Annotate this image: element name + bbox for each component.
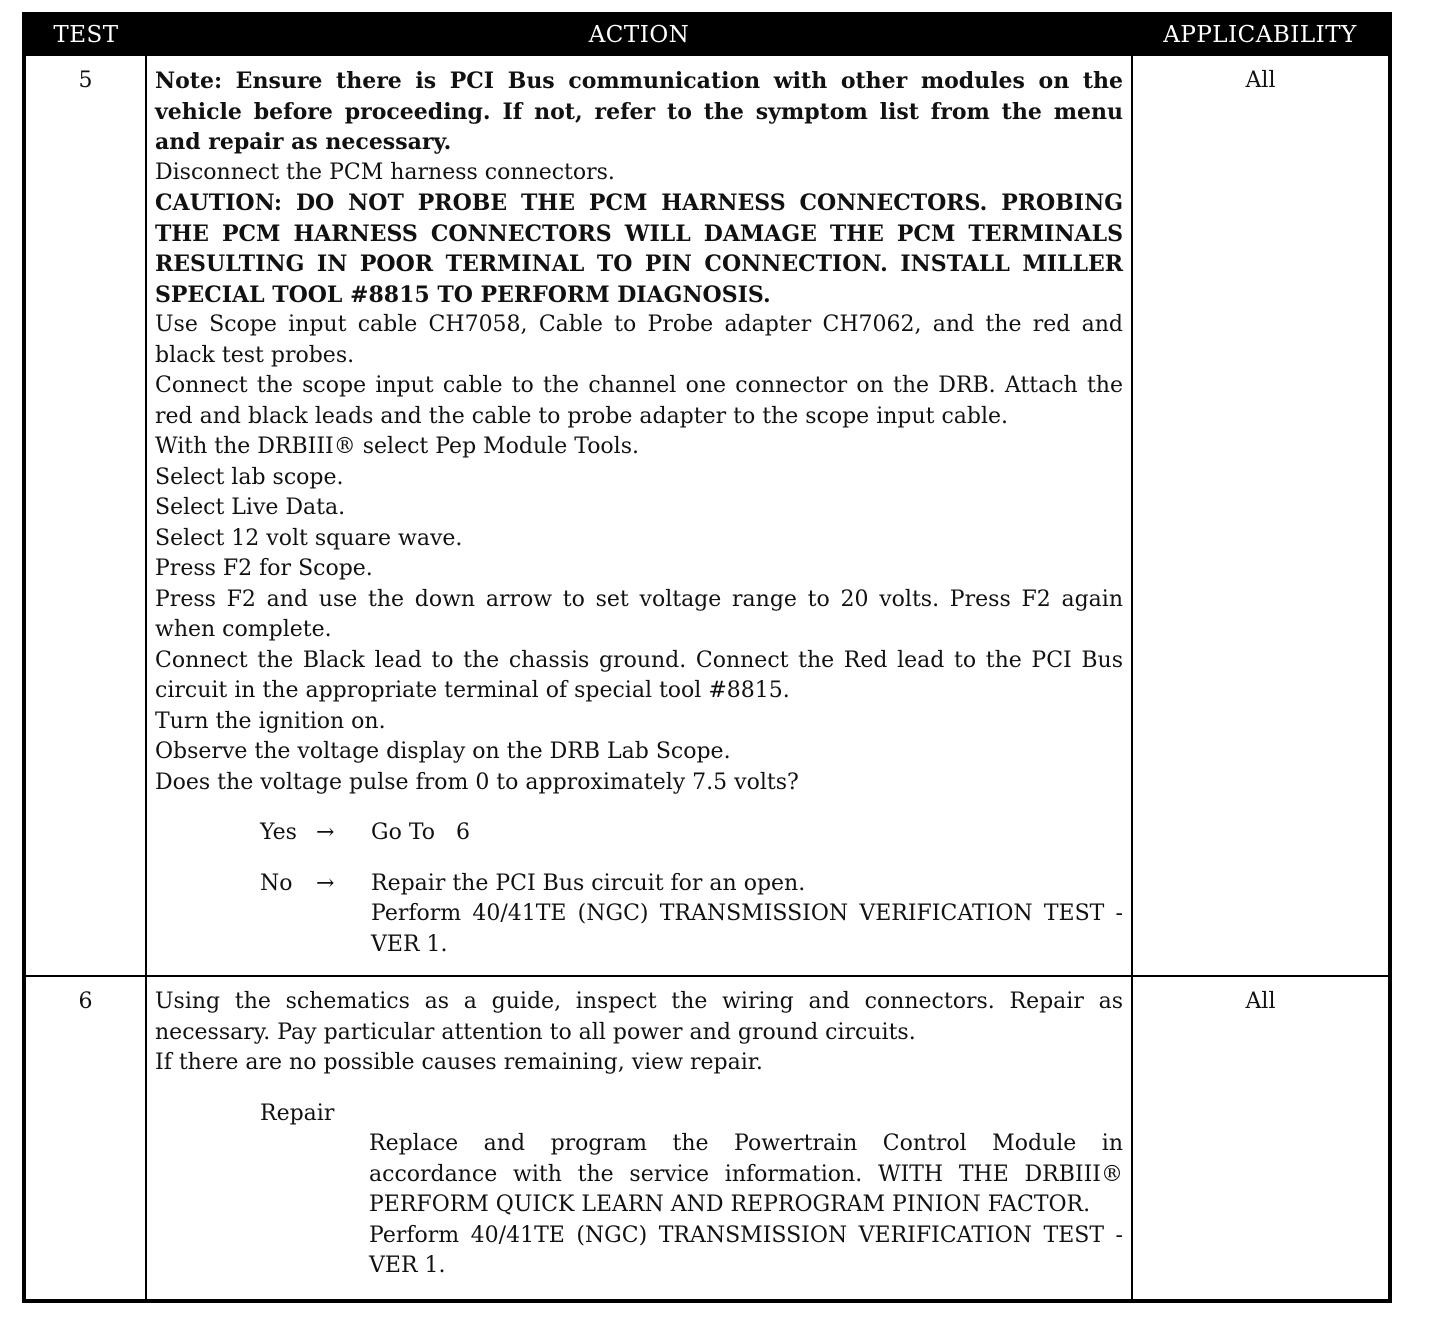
no-result-verify: Perform 40/41TE (NGC) TRANSMISSION VERIFICATION TEST - VER 1.	[371, 901, 1123, 957]
action-cell	[146, 55, 1132, 976]
no-label: No	[260, 870, 293, 896]
table-row	[24, 55, 1390, 976]
repair-verify-text: Perform 40/41TE (NGC) TRANSMISSION VERIFICATION TEST - VER 1.	[369, 1222, 1123, 1278]
repair-text: Replace and program the Powertrain Control Module in accordance with the service information. WITH THE DRBIII® PERFORM QUICK LEARN AND REPROGRAM PINION FACTOR.	[369, 1131, 1123, 1217]
no-result	[371, 869, 1123, 961]
diagnostic-table	[22, 12, 1392, 1303]
no-branch	[260, 869, 1123, 961]
no-result-repair: Repair the PCI Bus circuit for an open.	[371, 870, 806, 896]
header-applicability: APPLICABILITY	[1132, 14, 1390, 55]
applicability-value: All	[1132, 976, 1390, 1301]
action-step: Use Scope input cable CH7058, Cable to Probe adapter CH7062, and the red and black test probes.	[155, 312, 1123, 368]
action-step: If there are no possible causes remaining, view repair.	[155, 1050, 763, 1075]
applicability-value: All	[1132, 55, 1390, 976]
action-step: Using the schematics as a guide, inspect the wiring and connectors. Repair as necessary. Pay particular attention to all power and ground circuits.	[155, 989, 1123, 1045]
action-step: Select Live Data.	[155, 495, 346, 520]
caution-text: CAUTION: DO NOT PROBE THE PCM HARNESS CONNECTORS. PROBING THE PCM HARNESS CONNECTORS WILL DAMAGE THE PCM TERMINALS RESULTING IN POOR TERMINAL TO PIN CONNECTION. INSTALL MILLER SPECIAL TOOL #8815 TO PERFORM DIAGNOSIS.	[155, 190, 1123, 308]
action-step: With the DRBIII® select Pep Module Tools.	[155, 434, 639, 459]
repair-label: Repair	[260, 1100, 335, 1126]
table-row	[24, 976, 1390, 1301]
action-step: Connect the Black lead to the chassis ground. Connect the Red lead to the PCI Bus circuit in the appropriate terminal of special tool #8815.	[155, 647, 1123, 703]
action-step: Press F2 and use the down arrow to set voltage range to 20 volts. Press F2 again when complete.	[155, 586, 1123, 642]
header-action: ACTION	[146, 14, 1132, 55]
arrow-right-icon: →	[316, 870, 335, 896]
action-cell	[146, 976, 1132, 1301]
question-text: Does the voltage pulse from 0 to approximately 7.5 volts?	[155, 769, 799, 795]
arrow-right-icon: →	[316, 820, 335, 845]
note-text: Note: Ensure there is PCI Bus communication with other modules on the vehicle before proceeding. If not, refer to the symptom list from the menu and repair as necessary.	[155, 68, 1123, 155]
yes-branch	[260, 818, 1123, 849]
action-step: Observe the voltage display on the DRB Lab Scope.	[155, 739, 731, 764]
action-step: Disconnect the PCM harness connectors.	[155, 159, 615, 185]
table-header-row	[24, 14, 1390, 55]
action-step: Select 12 volt square wave.	[155, 525, 463, 551]
action-step: Select lab scope.	[155, 464, 344, 490]
header-test: TEST	[24, 14, 146, 55]
action-step: Press F2 for Scope.	[155, 556, 373, 581]
test-number: 6	[24, 976, 146, 1301]
diagnostic-procedure	[22, 12, 1388, 1303]
action-step: Turn the ignition on.	[155, 708, 386, 734]
yes-label: Yes	[260, 820, 297, 845]
test-number: 5	[24, 55, 146, 976]
action-step: Connect the scope input cable to the channel one connector on the DRB. Attach the red and black leads and the cable to probe adapter to the scope input cable.	[155, 373, 1123, 429]
yes-result: Go To 6	[371, 820, 470, 845]
